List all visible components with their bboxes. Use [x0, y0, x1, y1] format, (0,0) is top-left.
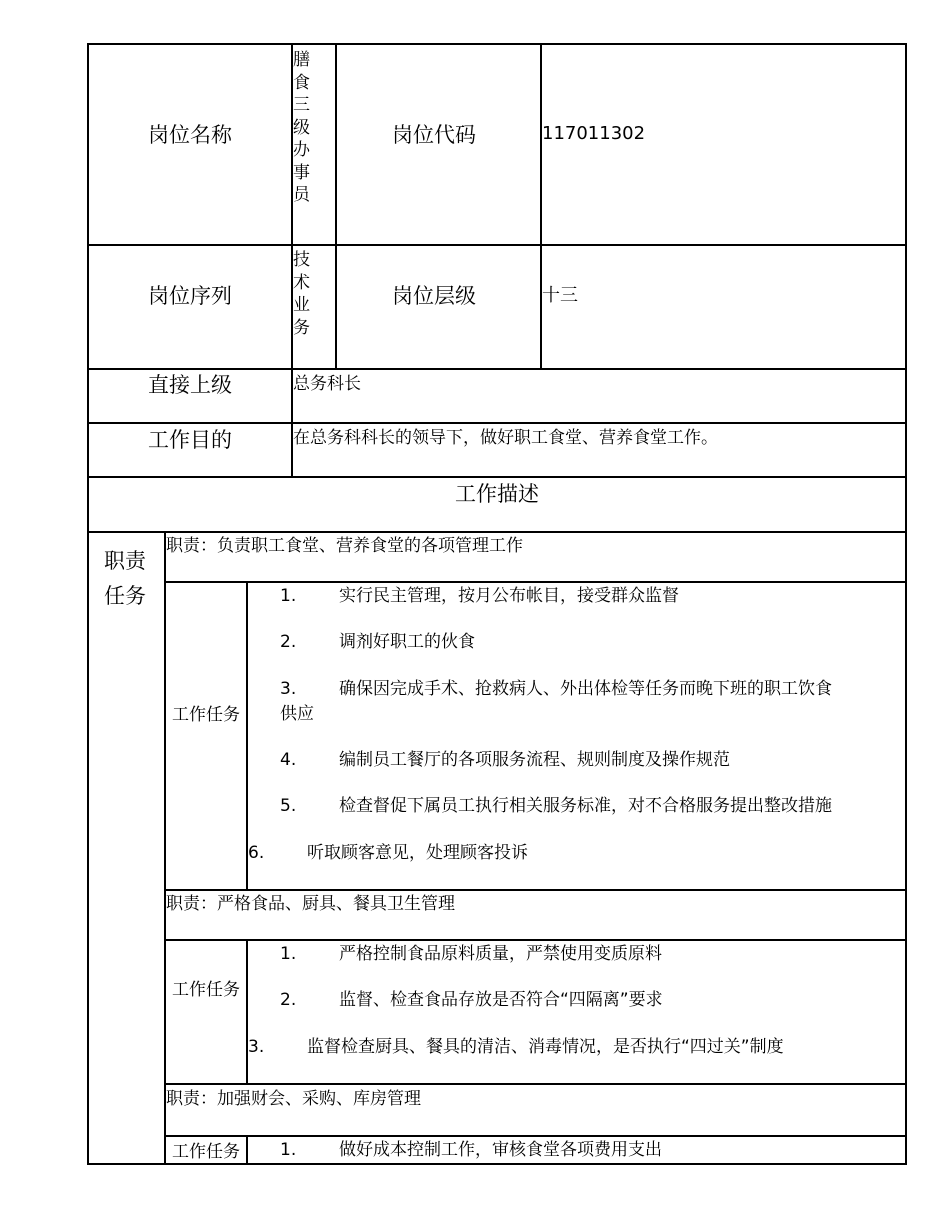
task-text: 严格控制食品原料质量，严禁使用变质原料: [339, 944, 662, 964]
task-number: 5.: [280, 796, 297, 816]
task-number: 1.: [280, 1140, 297, 1160]
table-border-right: [905, 43, 907, 1165]
task-number: 2.: [280, 632, 297, 652]
post-series-value: 技术业务: [293, 250, 310, 338]
duty-title: 职责：负责职工食堂、营养食堂的各项管理工作: [166, 536, 523, 556]
task-number: 1.: [280, 586, 297, 606]
row-divider: [164, 889, 907, 891]
post-series-label: 岗位序列: [148, 284, 232, 308]
row-divider: [164, 1135, 907, 1137]
table-border-bottom: [87, 1163, 907, 1165]
row-divider: [87, 422, 907, 424]
column-divider: [246, 939, 248, 1085]
table-border-top: [87, 43, 907, 45]
row-divider: [164, 1083, 907, 1085]
task-text: 听取顾客意见，处理顾客投诉: [307, 843, 528, 863]
duty-section-label: 职责任务: [104, 549, 146, 608]
row-divider: [87, 531, 907, 533]
task-text: 监督、检查食品存放是否符合“四隔离”要求: [339, 990, 663, 1010]
task-text: 监督检查厨具、餐具的清洁、消毒情况，是否执行“四过关”制度: [307, 1037, 784, 1057]
post-level-label: 岗位层级: [392, 284, 476, 308]
purpose-label: 工作目的: [148, 428, 232, 452]
row-divider: [87, 368, 907, 370]
task-number: 6.: [248, 843, 265, 863]
task-label: 工作任务: [172, 705, 240, 725]
row-divider: [87, 244, 907, 246]
task-number: 4.: [280, 750, 297, 770]
superior-label: 直接上级: [148, 373, 232, 397]
task-number: 1.: [280, 944, 297, 964]
task-text-continuation: 供应: [280, 704, 314, 724]
post-level-value: 十三: [542, 285, 578, 306]
column-divider: [335, 43, 337, 370]
duty-title: 职责：严格食品、厨具、餐具卫生管理: [166, 894, 455, 914]
task-number: 2.: [280, 990, 297, 1010]
duty-title: 职责：加强财会、采购、库房管理: [166, 1089, 421, 1109]
task-text: 确保因完成手术、抢救病人、外出体检等任务而晚下班的职工饮食: [339, 679, 832, 699]
row-divider: [164, 581, 907, 583]
table-border-left: [87, 43, 89, 1165]
task-label-clip: [166, 1137, 246, 1163]
task-text: 检查督促下属员工执行相关服务标准，对不合格服务提出整改措施: [339, 796, 832, 816]
column-divider: [246, 1135, 248, 1165]
post-name-value: 膳食三级办事员: [293, 50, 310, 205]
post-code-label: 岗位代码: [392, 123, 476, 147]
superior-value: 总务科长: [293, 374, 361, 394]
task-number: 3.: [248, 1037, 265, 1057]
column-divider: [164, 531, 166, 1165]
row-divider: [87, 476, 907, 478]
purpose-value: 在总务科科长的领导下，做好职工食堂、营养食堂工作。: [293, 428, 718, 448]
column-divider: [540, 43, 542, 370]
task-number: 3.: [280, 679, 297, 699]
task-label: 工作任务: [172, 1142, 240, 1162]
task-text: 编制员工餐厅的各项服务流程、规则制度及操作规范: [339, 750, 730, 770]
task-text: 做好成本控制工作，审核食堂各项费用支出: [339, 1140, 662, 1160]
work-description-title: 工作描述: [455, 482, 539, 506]
task-text: 调剂好职工的伙食: [339, 632, 475, 652]
row-divider: [164, 939, 907, 941]
post-name-label: 岗位名称: [148, 123, 232, 147]
post-code-value: 117011302: [542, 123, 646, 144]
task-label: 工作任务: [172, 980, 240, 1000]
task-text: 实行民主管理，按月公布帐目，接受群众监督: [339, 586, 679, 606]
